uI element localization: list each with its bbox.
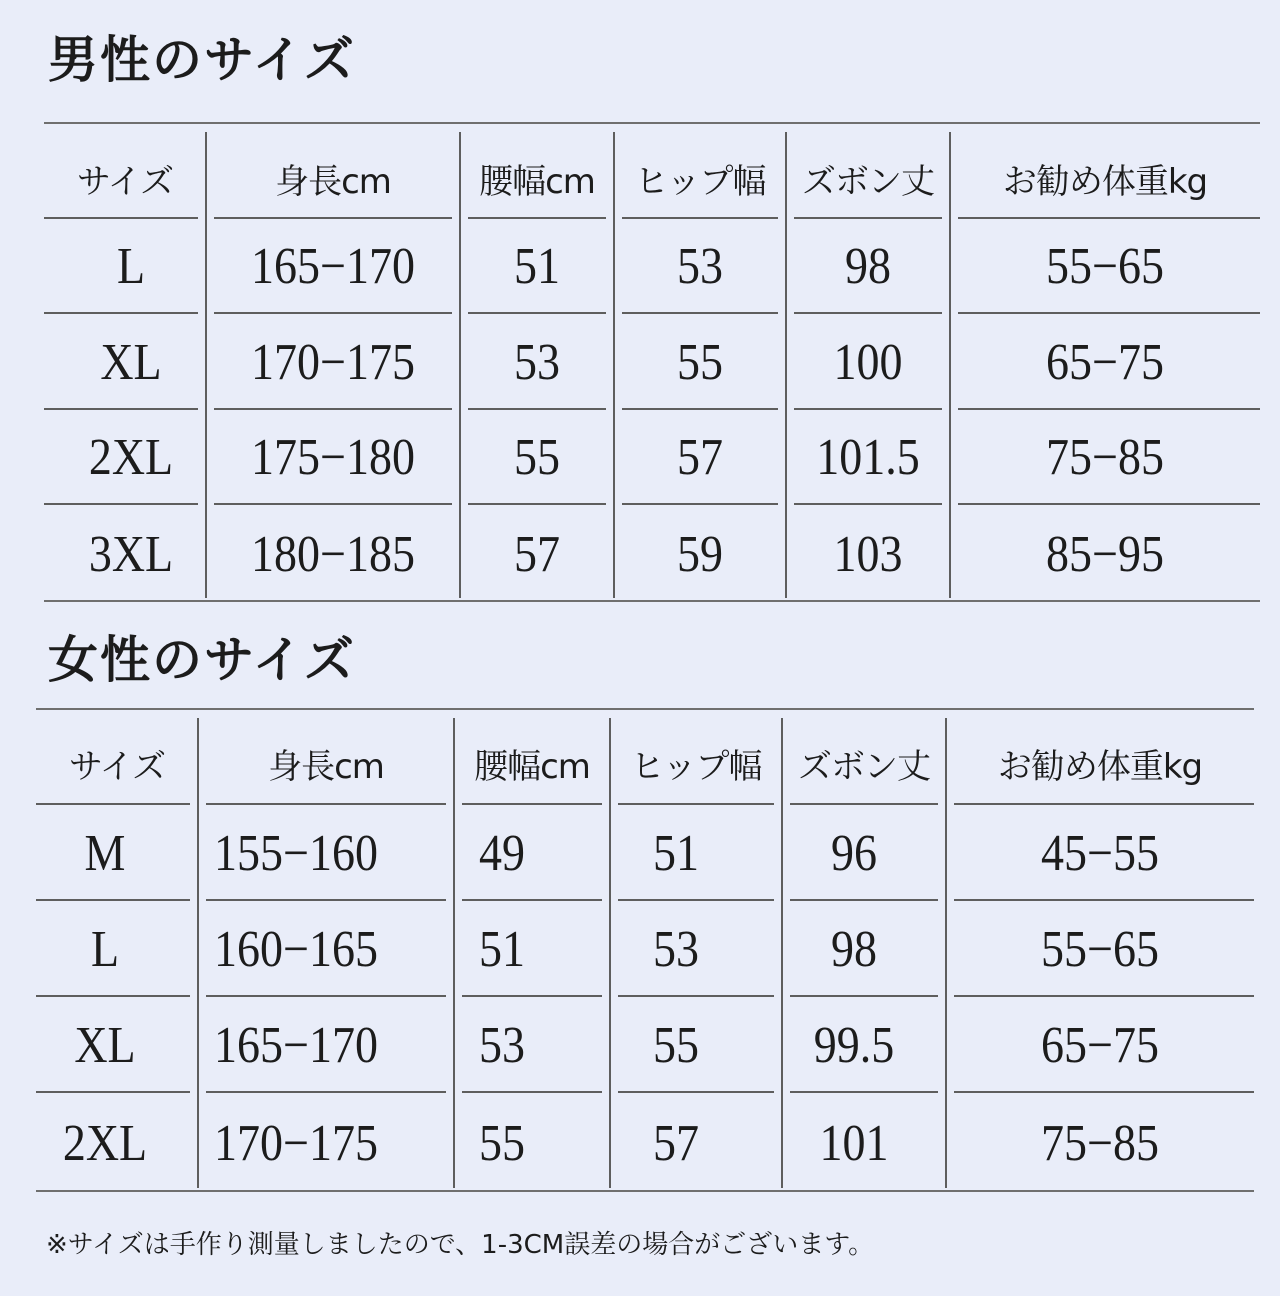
table-cell: 85−95 (1046, 524, 1164, 582)
table-cell: 75−85 (1046, 427, 1164, 486)
column-header: 身長cm (275, 161, 391, 202)
table-cell: 98 (845, 236, 891, 295)
table-cell: 101.5 (816, 427, 920, 486)
table-cell: 45−55 (1041, 823, 1159, 881)
size-label-cell: XL (74, 1015, 136, 1073)
men-size-table (44, 122, 1260, 602)
size-label-cell: L (116, 236, 146, 295)
column-header: 身長cm (268, 746, 384, 787)
size-label-cell: 2XL (88, 427, 174, 486)
table-cell: 165−170 (214, 1015, 378, 1073)
column-header: 腰幅cm (479, 161, 595, 202)
table-cell: 96 (831, 823, 877, 881)
size-label-cell: M (84, 823, 126, 881)
table-cell: 53 (479, 1015, 525, 1073)
size-label-cell: L (90, 919, 120, 977)
table-cell: 103 (833, 524, 903, 582)
table-cell: 160−165 (214, 919, 378, 977)
table-cell: 53 (653, 919, 699, 977)
men-size-title: 男性のサイズ (48, 30, 356, 89)
table-cell: 65−75 (1041, 1015, 1159, 1073)
table-cell: 101 (819, 1113, 889, 1171)
table-cell: 51 (479, 919, 525, 977)
column-header: ズボン丈 (798, 746, 930, 787)
column-header: サイズ (76, 161, 174, 202)
table-cell: 59 (677, 524, 723, 582)
column-header: お勧め体重kg (997, 746, 1203, 787)
column-header: ヒップ幅 (630, 746, 762, 787)
table-cell: 180−185 (251, 524, 415, 582)
column-header: お勧め体重kg (1002, 161, 1208, 202)
size-label-cell: 2XL (62, 1113, 148, 1171)
table-cell: 55 (653, 1015, 699, 1073)
table-cell: 75−85 (1041, 1113, 1159, 1171)
table-cell: 55−65 (1046, 236, 1164, 295)
table-cell: 57 (514, 524, 560, 582)
column-header: サイズ (68, 746, 166, 787)
footnote: ※サイズは手作り測量しましたので、1-3CM誤差の場合がございます。 (46, 1230, 875, 1260)
table-cell: 98 (831, 919, 877, 977)
table-cell: 165−170 (251, 236, 415, 295)
table-cell: 49 (479, 823, 525, 881)
table-cell: 53 (677, 236, 723, 295)
table-cell: 55 (677, 332, 723, 390)
size-label-cell: 3XL (88, 524, 174, 582)
table-cell: 51 (514, 236, 560, 295)
table-top-rule (36, 708, 1254, 710)
table-cell: 175−180 (251, 427, 415, 486)
column-header: ヒップ幅 (634, 161, 766, 202)
women-size-title: 女性のサイズ (48, 630, 356, 689)
table-cell: 170−175 (214, 1113, 378, 1171)
table-cell: 57 (677, 427, 723, 486)
table-cell: 170−175 (251, 332, 415, 390)
table-cell: 55−65 (1041, 919, 1159, 977)
column-header: 腰幅cm (474, 746, 590, 787)
women-size-table (36, 708, 1254, 1192)
table-cell: 55 (514, 427, 560, 486)
size-label-cell: XL (100, 332, 162, 390)
table-cell: 51 (653, 823, 699, 881)
table-top-rule (44, 122, 1260, 124)
table-cell: 99.5 (813, 1015, 895, 1073)
table-cell: 100 (833, 332, 903, 390)
table-cell: 155−160 (214, 823, 378, 881)
table-cell: 55 (479, 1113, 525, 1171)
table-cell: 53 (514, 332, 560, 390)
table-cell: 65−75 (1046, 332, 1164, 390)
table-cell: 57 (653, 1113, 699, 1171)
column-header: ズボン丈 (802, 161, 934, 202)
